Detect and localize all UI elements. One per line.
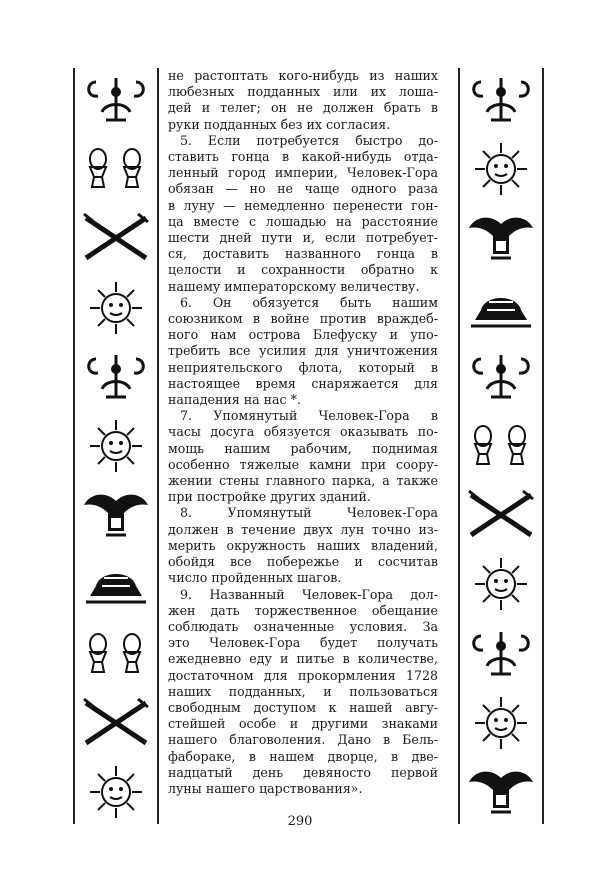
text-line: наших подданных, и пользоваться <box>168 683 438 699</box>
scroll-ornament-icon <box>76 72 156 128</box>
egg-cups-icon <box>461 418 541 474</box>
text-line: любезных подданных или их лоша- <box>168 84 438 100</box>
page-number: 290 <box>287 814 313 829</box>
sun-face-icon <box>76 764 156 820</box>
clause-8-start: 8. Упомянутый Человек-Гора <box>180 505 438 521</box>
egg-cups-icon <box>76 141 156 197</box>
text-line: обойдя все побережье и сосчитав <box>168 554 438 570</box>
scroll-ornament-icon <box>461 72 541 128</box>
text-line: часы досуга обязуется оказывать по- <box>168 424 438 440</box>
text-line: это Человек-Гора будет получать <box>168 635 438 651</box>
sun-face-icon <box>461 556 541 612</box>
text-line: настоящее время снаряжается для <box>168 375 438 391</box>
scroll-ornament-icon <box>76 349 156 405</box>
text-line: дей и телег; он не должен брать в <box>168 100 438 116</box>
text-line: ежедневно еду и питье в количестве, <box>168 651 438 667</box>
sun-face-icon <box>76 418 156 474</box>
eagle-emblem-icon <box>76 487 156 543</box>
text-line: ленный город империи, Человек-Гора <box>168 165 438 181</box>
text-line: в луну — немедленно перенести гон- <box>168 197 438 213</box>
text-line: мерить окружность наших владений, <box>168 537 438 553</box>
text-line: нашего благоволения. Дано в Бель- <box>168 732 438 748</box>
eagle-emblem-icon <box>461 210 541 266</box>
crossed-tools-icon <box>76 695 156 751</box>
text-line: жении стены главного парка, а также <box>168 473 438 489</box>
text-line: союзником в войне против враждеб- <box>168 311 438 327</box>
left-ornamental-border <box>73 68 159 824</box>
egg-cups-icon <box>76 626 156 682</box>
scroll-ornament-icon <box>461 626 541 682</box>
text-line: особенно тяжелые камни при соору- <box>168 456 438 472</box>
clause-5-start: 5. Если потребуется быстро до- <box>180 132 438 148</box>
clause-9-start: 9. Названный Человек-Гора дол- <box>180 586 438 602</box>
hat-emblem-icon <box>76 556 156 612</box>
text-line: надцатый день девяносто первой <box>168 764 438 780</box>
text-line: нападения на нас *. <box>168 392 301 408</box>
text-line: мощь нашим рабочим, поднимая <box>168 440 438 456</box>
text-line: жен дать торжественное обещание <box>168 602 438 618</box>
text-line: ся, доставить названного гонца в <box>168 246 438 262</box>
sun-face-icon <box>461 141 541 197</box>
right-ornamental-border <box>458 68 544 824</box>
text-line: достаточном для прокормления 1728 <box>168 667 438 683</box>
text-line: неприятельского флота, который в <box>168 359 438 375</box>
clause-7-start: 7. Упомянутый Человек-Гора в <box>180 408 438 424</box>
hat-emblem-icon <box>461 280 541 336</box>
text-line: требить все усилия для уничтожения <box>168 343 438 359</box>
text-line: не растоптать кого-нибудь из наших <box>168 68 438 83</box>
text-line: ставить гонца в какой-нибудь отда- <box>168 149 438 165</box>
text-line: обязан — но не чаще одного раза <box>168 181 438 197</box>
text-line: руки подданных без их согласия. <box>168 116 391 132</box>
text-line: ного нам острова Блефуску и упо- <box>168 327 438 343</box>
text-line: при постройке других зданий. <box>168 489 371 505</box>
text-line: стейшей особе и другими знаками <box>168 716 438 732</box>
text-line: целости и сохранности обратно к <box>168 262 438 278</box>
scroll-ornament-icon <box>461 349 541 405</box>
text-line: должен в течение двух лун точно из- <box>168 521 438 537</box>
text-line: соблюдать означенные условия. За <box>168 618 438 634</box>
eagle-emblem-icon <box>461 764 541 820</box>
text-line: фабораке, в нашем дворце, в две- <box>168 748 438 764</box>
text-column <box>168 68 438 797</box>
sun-face-icon <box>461 695 541 751</box>
clause-6-start: 6. Он обязуется быть нашим <box>180 294 438 310</box>
crossed-tools-icon <box>461 487 541 543</box>
text-line: свободным доступом к нашей авгу- <box>168 699 438 715</box>
text-line: луны нашего царствования». <box>168 780 363 796</box>
text-line: число пройденных шагов. <box>168 570 342 586</box>
text-line: ца вместе с лошадью на расстояние <box>168 213 438 229</box>
crossed-tools-icon <box>76 210 156 266</box>
text-line: шести дней пути и, если потребует- <box>168 230 438 246</box>
sun-face-icon <box>76 280 156 336</box>
text-line: нашему императорскому величеству. <box>168 278 420 294</box>
